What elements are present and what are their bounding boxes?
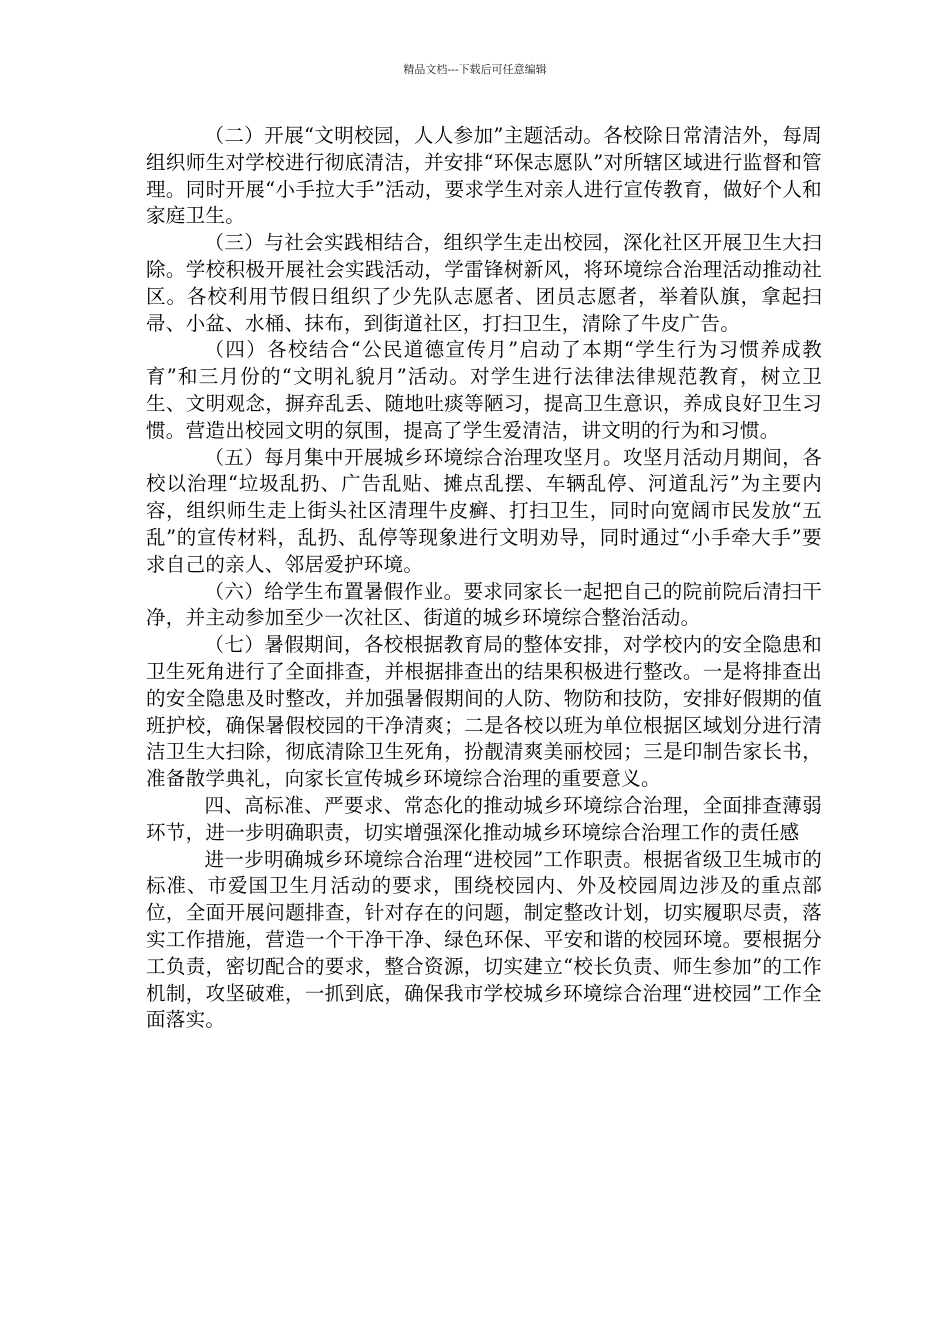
- paragraph-2: （二）开展“文明校园，人人参加”主题活动。各校除日常清洁外，每周组织师生对学校进行彻底清洁，并安排“环保志愿队”对所辖区域进行监督和管理。同时开展“小手拉大手”活动，要求学生对亲人进行宣传教育，做好个人和家庭卫生。: [146, 124, 822, 228]
- paragraph-5: （五）每月集中开展城乡环境综合治理攻坚月。攻坚月活动月期间，各校以治理“垃圾乱扔、广告乱贴、摊点乱摆、车辆乱停、河道乱污”为主要内容，组织师生走上街头社区清理牛皮癣、打扫卫生，同时向宽阔市民发放“五乱”的宣传材料，乱扔、乱停等现象进行文明劝导，同时通过“小手牵大手”要求自己的亲人、邻居爱护环境。: [146, 445, 822, 576]
- paragraph-4: （四）各校结合“公民道德宣传月”启动了本期“学生行为习惯养成教育”和三月份的“文明礼貌月”活动。对学生进行法律法律规范教育，树立卫生、文明观念，摒弃乱丢、随地吐痰等陋习，提高卫生意识，养成良好卫生习惯。营造出校园文明的氛围，提高了学生爱清洁，讲文明的行为和习惯。: [146, 338, 822, 442]
- paragraph-6: （六）给学生布置暑假作业。要求同家长一起把自己的院前院后清扫干净，并主动参加至少一次社区、街道的城乡环境综合整治活动。: [146, 579, 822, 630]
- section-heading-4: 四、高标准、严要求、常态化的推动城乡环境综合治理，全面排查薄弱环节，进一步明确职责，切实增强深化推动城乡环境综合治理工作的责任感: [146, 793, 822, 844]
- paragraph-3: （三）与社会实践相结合，组织学生走出校园，深化社区开展卫生大扫除。学校积极开展社会实践活动，学雷锋树新风，将环境综合治理活动推动社区。各校利用节假日组织了少先队志愿者、团员志愿者，举着队旗，拿起扫帚、小盆、水桶、抹布，到街道社区，打扫卫生，清除了牛皮广告。: [146, 231, 822, 335]
- page-header: 精品文档---下载后可任意编辑: [403, 63, 547, 76]
- paragraph-7: （七）暑假期间，各校根据教育局的整体安排，对学校内的安全隐患和卫生死角进行了全面排查，并根据排查出的结果积极进行整改。一是将排查出的安全隐患及时整改，并加强暑假期间的人防、物防和技防，安排好假期的值班护校，确保暑假校园的干净清爽；二是各校以班为单位根据区域划分进行清洁卫生大扫除，彻底清除卫生死角，扮靓清爽美丽校园；三是印制告家长书，准备散学典礼，向家长宣传城乡环境综合治理的重要意义。: [146, 633, 822, 791]
- paragraph-section-4: 进一步明确城乡环境综合治理“进校园”工作职责。根据省级卫生城市的标准、市爱国卫生月活动的要求，围绕校园内、外及校园周边涉及的重点部位，全面开展问题排查，针对存在的问题，制定整改计划，切实履职尽责，落实工作措施，营造一个干净干净、绿色环保、平安和谐的校园环境。要根据分工负责，密切配合的要求，整合资源，切实建立“校长负责、师生参加”的工作机制，攻坚破难，一抓到底，确保我市学校城乡环境综合治理“进校园”工作全面落实。: [146, 847, 822, 1032]
- document-body: [146, 123, 822, 1034]
